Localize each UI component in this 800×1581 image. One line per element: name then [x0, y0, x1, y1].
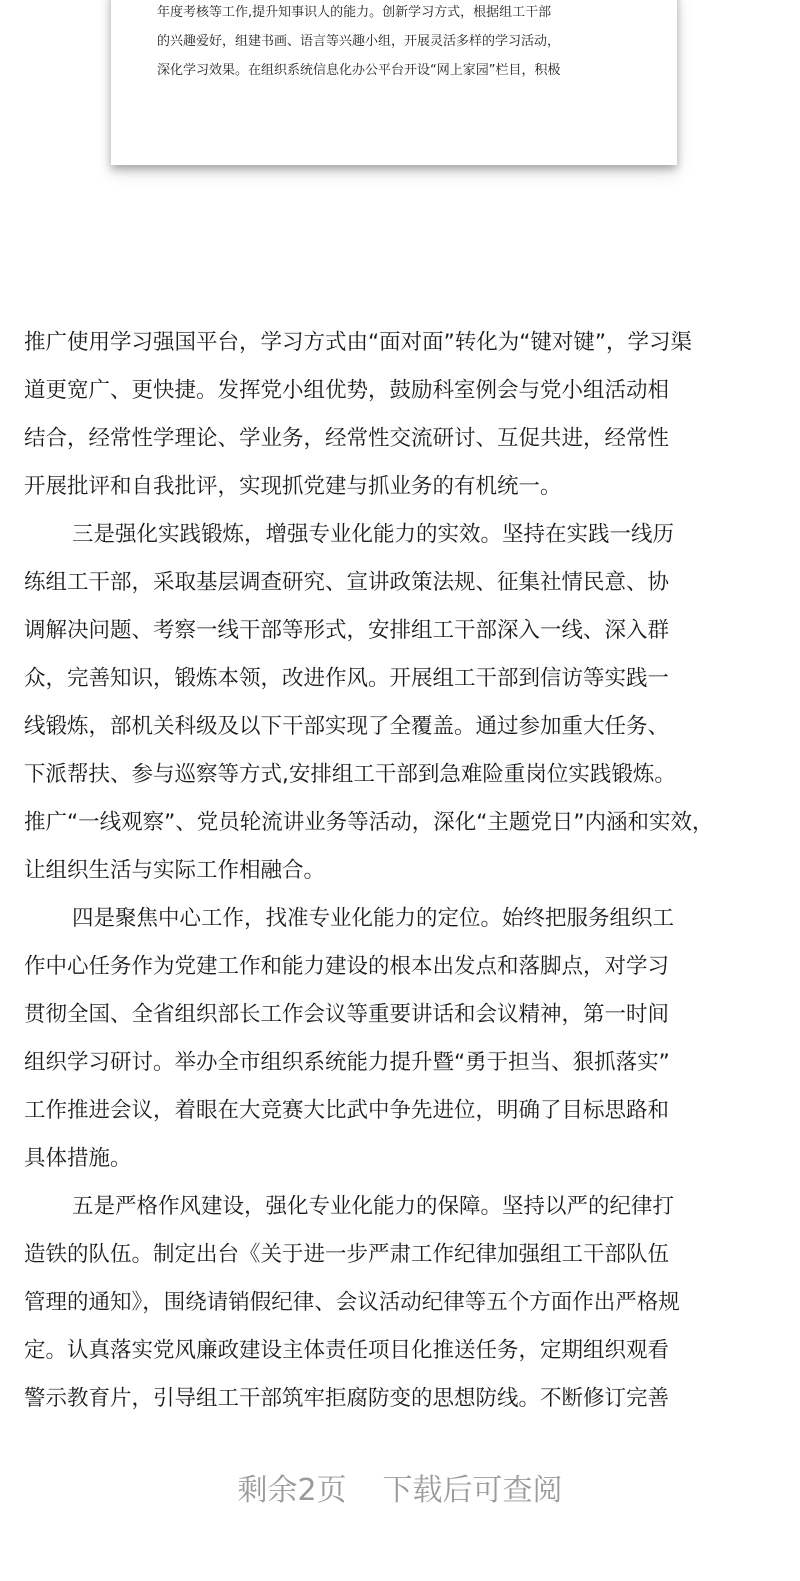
body-line: 警示教育片，引导组工干部筑牢拒腐防变的思想防线。不断修订完善	[24, 1386, 670, 1411]
paragraph-start-line: 四是聚焦中心工作，找准专业化能力的定位。始终把服务组织工	[72, 906, 675, 931]
body-line: 贯彻全国、全省组织部长工作会议等重要讲话和会议精神，第一时间	[24, 1002, 670, 1027]
document-preview-card	[111, 0, 677, 165]
body-line: 推广“一线观察”、党员轮流讲业务等活动，深化“主题党日”内涵和实效，	[24, 810, 714, 835]
body-line: 工作推进会议，着眼在大竞赛大比武中争先进位，明确了目标思路和	[24, 1098, 670, 1123]
body-line: 具体措施。	[24, 1146, 132, 1171]
document-body	[24, 319, 776, 1423]
body-line: 道更宽广、更快捷。发挥党小组优势，鼓励科室例会与党小组活动相	[24, 378, 670, 403]
body-line: 管理的通知》，围绕请销假纪律、会议活动纪律等五个方面作出严格规	[24, 1290, 680, 1315]
body-line: 推广使用学习强国平台，学习方式由“面对面”转化为“键对键”，学习渠	[24, 330, 693, 355]
remaining-pages-label: 剩余2页	[237, 1473, 347, 1508]
body-line: 下派帮扶、参与巡察等方式,安排组工干部到急难险重岗位实践锻炼。	[24, 762, 676, 787]
preview-line: 年度考核等工作,提升知事识人的能力。创新学习方式，根据组工干部	[157, 5, 552, 20]
body-line: 调解决问题、考察一线干部等形式，安排组工干部深入一线、深入群	[24, 618, 670, 643]
preview-line: 深化学习效果。在组织系统信息化办公平台开设“网上家园”栏目，积极	[157, 63, 561, 78]
preview-line: 的兴趣爱好，组建书画、语言等兴趣小组，开展灵活多样的学习活动，	[157, 34, 561, 49]
body-line: 众，完善知识，锻炼本领，改进作风。开展组工干部到信访等实践一	[24, 666, 670, 691]
body-line: 作中心任务作为党建工作和能力建设的根本出发点和落脚点，对学习	[24, 954, 670, 979]
body-line: 定。认真落实党风廉政建设主体责任项目化推送任务，定期组织观看	[24, 1338, 670, 1363]
body-line: 结合，经常性学理论、学业务，经常性交流研讨、互促共进，经常性	[24, 426, 670, 451]
download-hint-label: 下载后可查阅	[382, 1473, 563, 1508]
body-line: 组织学习研讨。举办全市组织系统能力提升暨“勇于担当、狠抓落实”	[24, 1050, 670, 1075]
body-line: 让组织生活与实际工作相融合。	[24, 858, 326, 883]
body-line: 练组工干部，采取基层调查研究、宣讲政策法规、征集社情民意、协	[24, 570, 670, 595]
remaining-pages-prompt[interactable]	[0, 1466, 800, 1516]
body-line: 线锻炼，部机关科级及以下干部实现了全覆盖。通过参加重大任务、	[24, 714, 670, 739]
paragraph-start-line: 五是严格作风建设，强化专业化能力的保障。坚持以严的纪律打	[72, 1194, 675, 1219]
body-line: 开展批评和自我批评，实现抓党建与抓业务的有机统一。	[24, 474, 562, 499]
body-line: 造铁的队伍。制定出台《关于进一步严肃工作纪律加强组工干部队伍	[24, 1242, 670, 1267]
paragraph-start-line: 三是强化实践锻炼，增强专业化能力的实效。坚持在实践一线历	[72, 522, 675, 547]
